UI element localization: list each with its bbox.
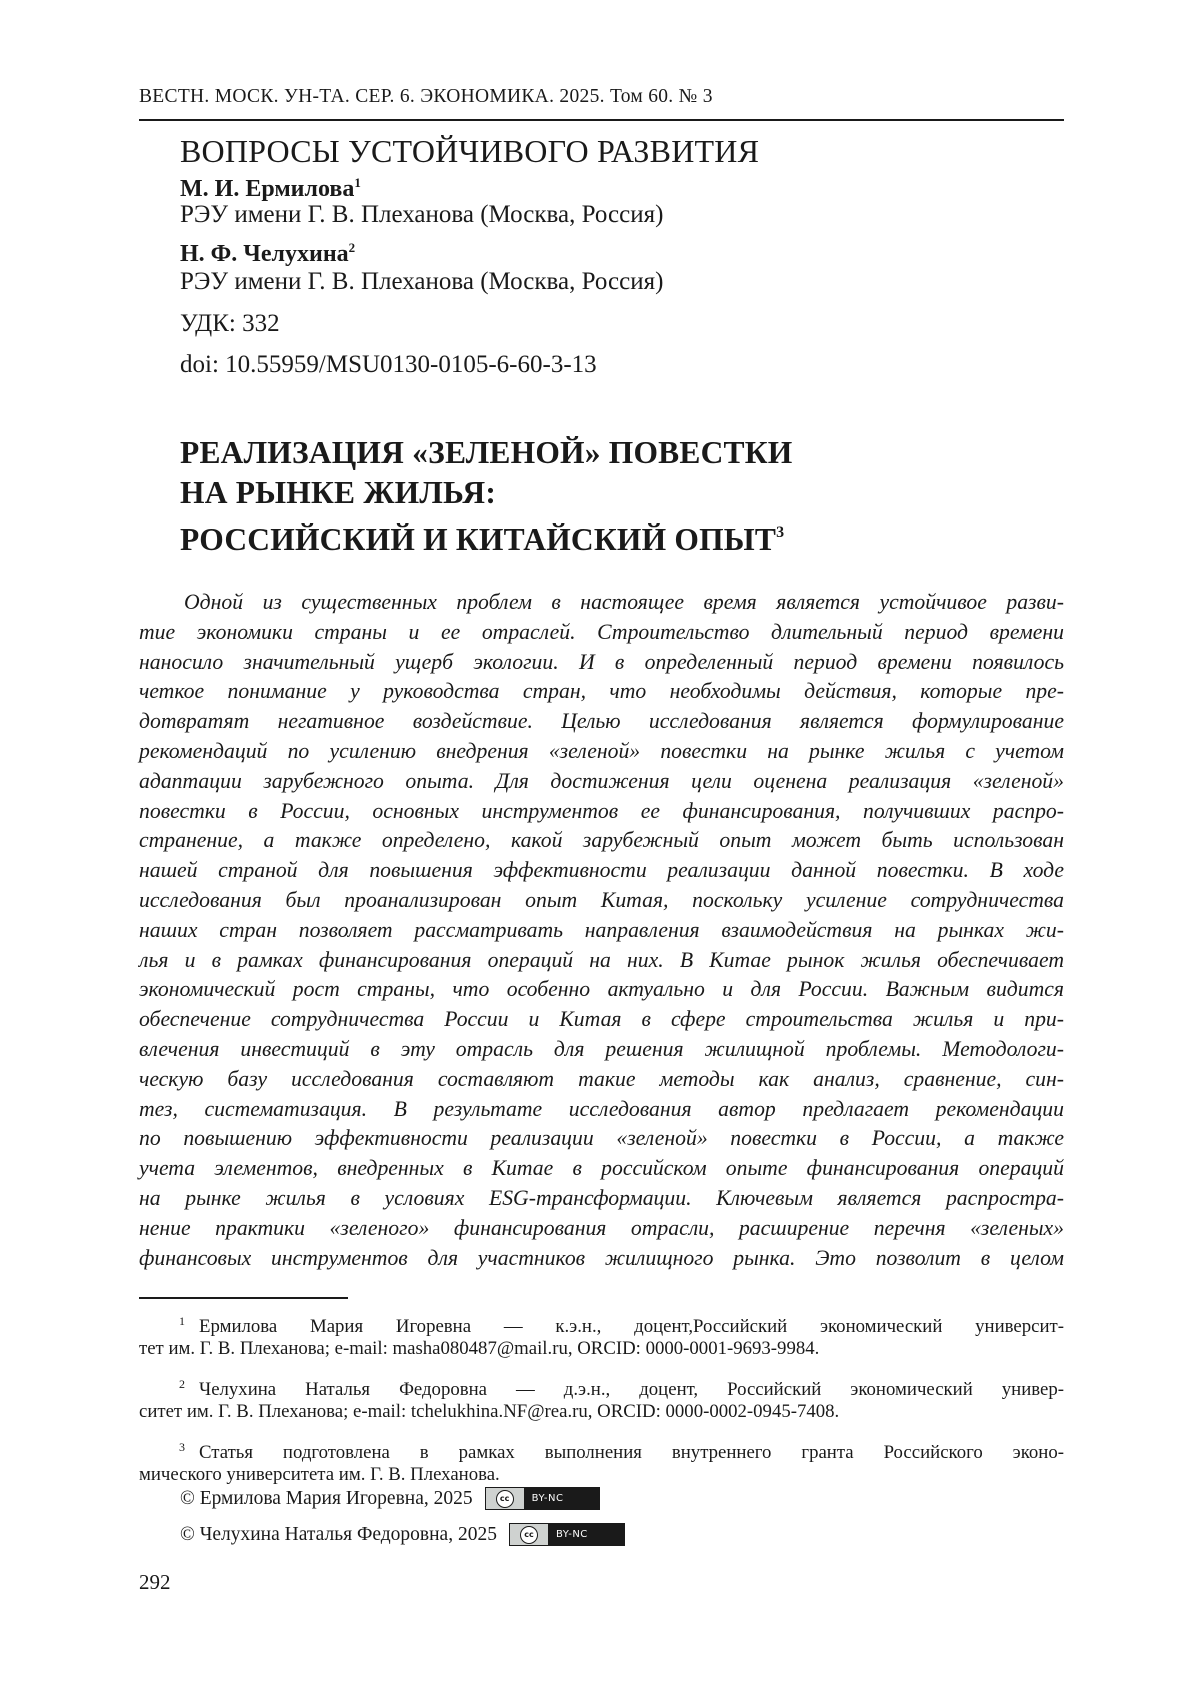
udk-code: УДК: 332 bbox=[180, 310, 280, 337]
footnote-mark: 2 bbox=[179, 1377, 185, 1391]
abstract-line: адаптации зарубежного опыта. Для достижения цели оценена реализация «зеленой» bbox=[139, 768, 1064, 793]
footnote bbox=[139, 1433, 1064, 1489]
footnote-mark: 1 bbox=[354, 175, 361, 190]
abstract-line: влечения инвестиций в эту отрасль для решения жилищной проблемы. Методологи- bbox=[139, 1036, 1064, 1061]
footnotes bbox=[139, 1307, 1064, 1496]
abstract-line: четкое понимание у руководства стран, что необходимы действия, которые пре- bbox=[139, 679, 1064, 704]
footnote-text: Статья подготовлена в рамках выполнения внутреннего гранта Российского эконо- bbox=[199, 1442, 1064, 1463]
copyright-text: © Челухина Наталья Федоровна, 2025 bbox=[180, 1523, 497, 1545]
abstract-line: странение, а также определено, какой зарубежный опыт может быть использован bbox=[139, 828, 1064, 853]
title-line bbox=[180, 513, 792, 560]
doi-line: doi: 10.55959/MSU0130-0105-6-60-3-13 bbox=[180, 351, 597, 378]
abstract-line: дотвратят негативное воздействие. Целью исследования является формулирование bbox=[139, 709, 1064, 734]
abstract-line: тез, систематизация. В результате исследования автор предлагает рекомендации bbox=[139, 1096, 1064, 1121]
cc-icon: cc bbox=[520, 1526, 538, 1544]
abstract-line: нашей страной для повышения эффективности реализации данной повестки. В ходе bbox=[139, 858, 1064, 883]
footnote-text: Челухина Наталья Федоровна — д.э.н., доцент, Российский экономический универ- bbox=[199, 1379, 1064, 1400]
title-line: НА РЫНКЕ ЖИЛЬЯ: bbox=[180, 475, 497, 510]
running-head: ВЕСТН. МОСК. УН-ТА. СЕР. 6. ЭКОНОМИКА. 2025. Том 60. № 3 bbox=[139, 86, 713, 107]
author-affiliation: РЭУ имени Г. В. Плеханова (Москва, Россия) bbox=[180, 268, 664, 295]
footnote-line bbox=[139, 1370, 1064, 1398]
footnote-mark: 1 bbox=[179, 1314, 185, 1328]
abstract-line: финансовых инструментов для участников жилищного рынка. Это позволит в целом bbox=[139, 1245, 1064, 1270]
author-name bbox=[180, 240, 355, 268]
footnote-mark: 3 bbox=[179, 1440, 185, 1454]
abstract-line: по повышению эффективности реализации «зеленой» повестки в России, а также bbox=[139, 1126, 1064, 1151]
cc-icon-area bbox=[486, 1488, 524, 1509]
cc-icon: cc bbox=[496, 1490, 514, 1508]
cc-icon-area bbox=[510, 1524, 548, 1545]
abstract-line: нение практики «зеленого» финансирования отрасли, расширение перечня «зеленых» bbox=[139, 1215, 1064, 1240]
abstract-line: экономический рост страны, что особенно актуально и для России. Важным видится bbox=[139, 977, 1064, 1002]
abstract-line: повестки в России, основных инструментов ее финансирования, получивших распро- bbox=[139, 798, 1064, 823]
abstract-line: рекомендаций по усилению внедрения «зеленой» повестки на рынке жилья с учетом bbox=[139, 738, 1064, 763]
footnote-line bbox=[139, 1307, 1064, 1335]
author-affiliation: РЭУ имени Г. В. Плеханова (Москва, Россия) bbox=[180, 201, 664, 228]
footnote bbox=[139, 1307, 1064, 1363]
license-label: BY-NC bbox=[531, 1493, 564, 1504]
abstract bbox=[139, 588, 1064, 1273]
title-line-text: РОССИЙСКИЙ И КИТАЙСКИЙ ОПЫТ bbox=[180, 522, 777, 557]
copyright-text: © Ермилова Мария Игоревна, 2025 bbox=[180, 1487, 473, 1509]
article-title bbox=[180, 433, 792, 560]
cc-license-badge bbox=[509, 1523, 625, 1546]
author-name-text: Н. Ф. Челухина bbox=[180, 241, 349, 267]
copyright-line bbox=[180, 1487, 600, 1510]
footnote-rule bbox=[139, 1297, 348, 1299]
abstract-line: ческую базу исследования составляют такие методы как анализ, сравнение, син- bbox=[139, 1066, 1064, 1091]
abstract-line: наших стран позволяет рассматривать направления взаимодействия на рынках жи- bbox=[139, 917, 1064, 942]
footnote-line bbox=[139, 1433, 1064, 1461]
footnote-line: мического университета им. Г. В. Плеханова. bbox=[139, 1464, 500, 1485]
abstract-line: Одной из существенных проблем в настоящее время является устойчивое разви- bbox=[184, 590, 1064, 614]
footnote-line: тет им. Г. В. Плеханова; e-mail: masha080487@mail.ru, ORCID: 0000-0001-9693-9984. bbox=[139, 1338, 820, 1359]
author-name-text: М. И. Ермилова bbox=[180, 176, 355, 202]
author-name bbox=[180, 175, 361, 203]
footnote-text: Ермилова Мария Игоревна — к.э.н., доцент,Российский экономический университ- bbox=[199, 1316, 1064, 1337]
section-title: ВОПРОСЫ УСТОЙЧИВОГО РАЗВИТИЯ bbox=[180, 133, 760, 169]
abstract-line: наносило значительный ущерб экологии. И в определенный период времени появилось bbox=[139, 649, 1064, 674]
cc-license-badge bbox=[485, 1487, 601, 1510]
footnote-mark: 2 bbox=[348, 240, 356, 255]
footnote bbox=[139, 1370, 1064, 1426]
abstract-line: лья и в рамках финансирования операций на них. В Китае рынок жилья обеспечивает bbox=[139, 947, 1064, 972]
copyright-line bbox=[180, 1523, 625, 1546]
abstract-line: учета элементов, внедренных в Китае в российском опыте финансирования операций bbox=[139, 1156, 1064, 1181]
abstract-line: тие экономики страны и ее отраслей. Строительство длительный период времени bbox=[139, 619, 1064, 644]
page-number: 292 bbox=[139, 1570, 171, 1594]
abstract-line: исследования был проанализирован опыт Китая, поскольку усиление сотрудничества bbox=[139, 887, 1064, 912]
header-rule bbox=[139, 119, 1064, 121]
footnote-mark: 3 bbox=[776, 524, 785, 541]
footnote-line: ситет им. Г. В. Плеханова; e-mail: tchelukhina.NF@rea.ru, ORCID: 0000-0002-0945-7408. bbox=[139, 1401, 840, 1422]
title-line: РЕАЛИЗАЦИЯ «ЗЕЛЕНОЙ» ПОВЕСТКИ bbox=[180, 435, 793, 470]
abstract-line: на рынке жилья в условиях ESG-трансформации. Ключевым является распростра- bbox=[139, 1185, 1064, 1210]
license-label: BY-NC bbox=[555, 1529, 588, 1540]
abstract-line: обеспечение сотрудничества России и Китая в сфере строительства жилья и при- bbox=[139, 1007, 1064, 1032]
